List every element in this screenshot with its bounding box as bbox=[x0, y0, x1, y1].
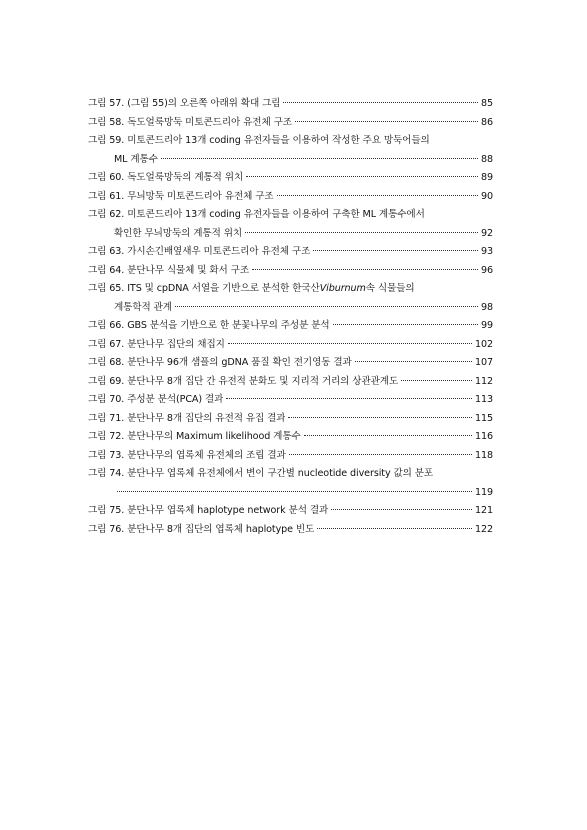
dot-leader bbox=[333, 324, 478, 325]
figure-title: ML 계통수 bbox=[114, 153, 158, 165]
figure-label: 그림 61. bbox=[88, 190, 125, 202]
dot-leader bbox=[317, 528, 472, 529]
figure-title: 계통학적 관계 bbox=[114, 301, 172, 313]
toc-entry-line bbox=[88, 188, 493, 207]
toc-entry-line bbox=[88, 465, 493, 484]
toc-entry-line bbox=[88, 169, 493, 188]
toc-entry[interactable] bbox=[88, 373, 493, 392]
figure-title: 분단나무 8개 집단의 엽록체 haplotype 빈도 bbox=[127, 523, 315, 535]
figure-title: GBS 분석을 기반으로 한 분꽃나무의 주성분 분석 bbox=[127, 320, 330, 331]
toc-entry[interactable] bbox=[88, 114, 493, 133]
toc-entry[interactable] bbox=[88, 428, 493, 447]
toc-entry-line bbox=[88, 114, 493, 133]
toc-entry-line bbox=[88, 206, 493, 225]
dot-leader bbox=[226, 398, 472, 399]
figure-label: 그림 63. bbox=[88, 246, 125, 257]
figure-label: 그림 75. bbox=[88, 505, 125, 516]
figure-title: 미토콘드리아 13개 coding 유전자들을 이용하여 구축한 ML 계통수에서 bbox=[127, 209, 425, 220]
figure-title: 분단나무 8개 집단의 유전적 유집 결과 bbox=[127, 412, 286, 424]
figure-label: 그림 59. bbox=[88, 135, 125, 146]
toc-entry-line bbox=[88, 373, 493, 392]
toc-entry-line bbox=[88, 428, 493, 447]
toc-entry[interactable] bbox=[88, 243, 493, 262]
page-number: 107 bbox=[474, 357, 493, 368]
toc-entry[interactable] bbox=[88, 95, 493, 114]
page-number: 102 bbox=[474, 338, 493, 350]
toc-entry[interactable] bbox=[88, 262, 493, 281]
dot-leader bbox=[313, 250, 478, 251]
toc-entry[interactable] bbox=[88, 447, 493, 466]
dot-leader bbox=[304, 435, 472, 436]
toc-entry[interactable] bbox=[88, 336, 493, 355]
figure-title: ITS 및 cpDNA 서열을 기반으로 분석한 한국산 bbox=[127, 283, 320, 294]
dot-leader bbox=[401, 380, 472, 381]
figure-title: 주성분 분석(PCA) 결과 bbox=[127, 394, 224, 405]
toc-entry[interactable] bbox=[88, 502, 493, 521]
page-number: 92 bbox=[480, 227, 493, 239]
dot-leader bbox=[295, 121, 478, 122]
dot-leader bbox=[331, 509, 472, 510]
figure-title-rest: 속 식물들의 bbox=[365, 283, 415, 294]
toc-entry[interactable] bbox=[88, 280, 493, 317]
toc-entry-line bbox=[88, 354, 493, 373]
page-number: 119 bbox=[474, 486, 493, 498]
figure-label: 그림 76. bbox=[88, 523, 125, 535]
toc-entry-line bbox=[88, 336, 493, 355]
page-number: 116 bbox=[474, 431, 493, 442]
figure-label: 그림 71. bbox=[88, 412, 125, 424]
dot-leader bbox=[117, 491, 472, 492]
figure-title: 무늬망둑 미토콘드리아 유전체 구조 bbox=[127, 190, 274, 202]
toc-entry-line bbox=[88, 391, 493, 410]
figure-title: 분단나무 엽록체 유전체에서 변이 구간별 nucleotide diversity 값의 분포 bbox=[127, 468, 434, 479]
figure-title: 독도얼룩망둑 미토콘드리아 유전체 구조 bbox=[127, 116, 292, 128]
dot-leader bbox=[245, 232, 478, 233]
figure-title: 분단나무 96개 샘플의 gDNA 품질 확인 전기영동 결과 bbox=[127, 357, 352, 368]
toc-entry-line bbox=[88, 280, 493, 299]
toc-entry[interactable] bbox=[88, 410, 493, 429]
page-number: 88 bbox=[480, 153, 493, 165]
figure-title: 분단나무 식물체 및 화서 구조 bbox=[127, 264, 250, 276]
figure-title: 분단나무의 Maximum likelihood 계통수 bbox=[127, 431, 301, 442]
page-number: 118 bbox=[474, 449, 493, 461]
page-number: 112 bbox=[474, 375, 493, 387]
figure-title: 미토콘드리아 13개 coding 유전자들을 이용하여 작성한 주요 망둑어들의 bbox=[127, 135, 430, 146]
page-number: 93 bbox=[480, 246, 493, 257]
figure-label: 그림 62. bbox=[88, 209, 125, 220]
figure-label: 그림 58. bbox=[88, 116, 125, 128]
dot-leader bbox=[277, 195, 478, 196]
figure-label: 그림 69. bbox=[88, 375, 125, 387]
toc-entry-line bbox=[88, 243, 493, 262]
toc-entry-continuation bbox=[88, 299, 493, 318]
page-number: 85 bbox=[480, 98, 493, 109]
figure-title: 가시손긴배옆새우 미토콘드리아 유전체 구조 bbox=[127, 246, 311, 257]
toc-entry-line bbox=[88, 132, 493, 151]
toc-entry-line bbox=[88, 262, 493, 281]
figure-title: (그림 55)의 오른쪽 아래위 확대 그림 bbox=[127, 98, 281, 109]
toc-entry[interactable] bbox=[88, 521, 493, 540]
figure-label: 그림 64. bbox=[88, 264, 125, 276]
dot-leader bbox=[288, 417, 472, 418]
page-number: 121 bbox=[474, 505, 493, 516]
figure-label: 그림 72. bbox=[88, 431, 125, 442]
toc-entry-continuation bbox=[88, 484, 493, 503]
figure-label: 그림 67. bbox=[88, 338, 125, 350]
figure-title: 분단나무의 엽록체 유전체의 조립 결과 bbox=[127, 449, 286, 461]
toc-entry-line bbox=[88, 521, 493, 540]
toc-entry-line bbox=[88, 317, 493, 336]
figure-label: 그림 66. bbox=[88, 320, 125, 331]
toc-entry[interactable] bbox=[88, 465, 493, 502]
figure-title: 분단나무 8개 집단 간 유전적 분화도 및 지리적 거리의 상관관계도 bbox=[127, 375, 399, 387]
page-number: 115 bbox=[474, 412, 493, 424]
dot-leader bbox=[246, 176, 478, 177]
dot-leader bbox=[355, 361, 472, 362]
dot-leader bbox=[252, 269, 478, 270]
toc-entry[interactable] bbox=[88, 206, 493, 243]
page-number: 122 bbox=[474, 523, 493, 535]
figure-title-italic: Viburnum bbox=[319, 283, 366, 294]
dot-leader bbox=[161, 158, 478, 159]
toc-entry[interactable] bbox=[88, 354, 493, 373]
page-number: 99 bbox=[480, 320, 493, 331]
toc-entry[interactable] bbox=[88, 169, 493, 188]
page-number: 90 bbox=[480, 190, 493, 202]
toc-entry[interactable] bbox=[88, 132, 493, 169]
figure-label: 그림 57. bbox=[88, 98, 125, 109]
toc-entry-line bbox=[88, 410, 493, 429]
figure-title: 독도얼룩망둑의 계통적 위치 bbox=[127, 172, 244, 183]
figure-label: 그림 74. bbox=[88, 468, 125, 479]
dot-leader bbox=[175, 306, 478, 307]
page-number: 96 bbox=[480, 264, 493, 276]
toc-entry-continuation bbox=[88, 151, 493, 170]
figure-title: 분단나무 엽록체 haplotype network 분석 결과 bbox=[127, 505, 329, 516]
page-number: 98 bbox=[480, 301, 493, 313]
page-number: 89 bbox=[480, 172, 493, 183]
dot-leader bbox=[289, 454, 472, 455]
toc-entry-line bbox=[88, 447, 493, 466]
toc-entry[interactable] bbox=[88, 188, 493, 207]
figure-title: 분단나무 집단의 채집지 bbox=[127, 338, 225, 350]
toc-entry-line bbox=[88, 95, 493, 114]
toc-entry-line bbox=[88, 502, 493, 521]
toc-entry[interactable] bbox=[88, 391, 493, 410]
figure-label: 그림 68. bbox=[88, 357, 125, 368]
figure-label: 그림 70. bbox=[88, 394, 125, 405]
page-number: 86 bbox=[480, 116, 493, 128]
figure-label: 그림 73. bbox=[88, 449, 125, 461]
figure-label: 그림 60. bbox=[88, 172, 125, 183]
page-number: 113 bbox=[474, 394, 493, 405]
dot-leader bbox=[228, 343, 472, 344]
toc-entry[interactable] bbox=[88, 317, 493, 336]
figure-list bbox=[88, 95, 493, 539]
toc-entry-continuation bbox=[88, 225, 493, 244]
figure-label: 그림 65. bbox=[88, 283, 125, 294]
figure-title: 확인한 무늬망둑의 계통적 위치 bbox=[114, 227, 243, 239]
dot-leader bbox=[283, 102, 478, 103]
